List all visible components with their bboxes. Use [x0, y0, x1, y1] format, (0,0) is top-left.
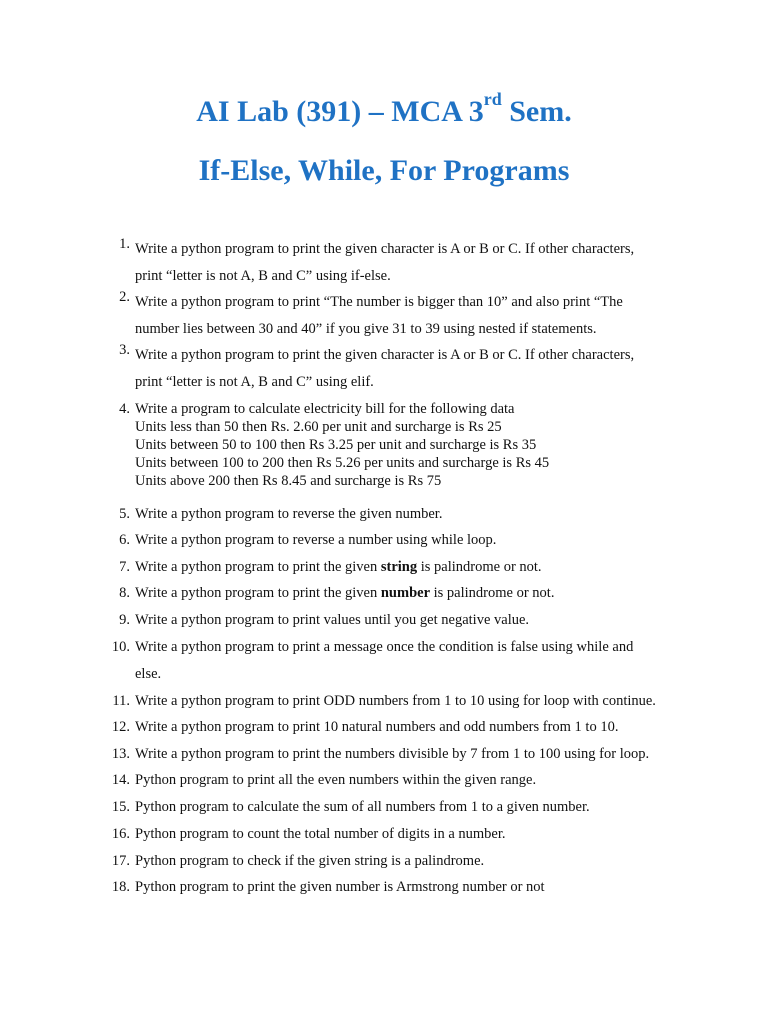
item-line: print “letter is not A, B and C” using if-else.	[135, 267, 391, 284]
item-text	[135, 874, 695, 901]
item-number: 18.	[111, 879, 130, 895]
item-text-bold: number	[380, 585, 431, 601]
title-superscript: rd	[483, 89, 502, 109]
item-text	[135, 501, 695, 528]
item-line: Write a python program to reverse the given number.	[135, 506, 443, 522]
item-text	[135, 741, 695, 768]
item-number: 9.	[119, 612, 130, 628]
item-line: Write a python program to print 10 natural numbers and odd numbers from 1 to 10.	[135, 719, 619, 735]
item-text-pre: Write a python program to print the given	[135, 559, 381, 575]
item-line	[135, 580, 695, 607]
item-text-post: is palindrome or not.	[430, 585, 555, 601]
item-line: Python program to count the total number of digits in a number.	[135, 826, 506, 842]
page-subtitle: If-Else, While, For Programs	[198, 154, 570, 187]
item-text	[135, 848, 695, 875]
title-prefix: AI Lab (391) – MCA 3	[196, 95, 484, 128]
item-text-bold: string	[380, 559, 418, 575]
item-text	[135, 554, 695, 581]
item-text	[135, 527, 695, 554]
item-line: Python program to check if the given string is a palindrome.	[135, 853, 485, 869]
item-line: Python program to print all the even numbers within the given range.	[135, 772, 537, 788]
item-line: number lies between 30 and 40” if you give 31 to 39 using nested if statements.	[135, 320, 597, 337]
item-number: 17.	[111, 853, 130, 869]
item-line: Write a python program to print ODD numbers from 1 to 10 using for loop with continue.	[135, 693, 656, 709]
item-number: 4.	[119, 401, 130, 417]
item-number: 7.	[119, 559, 130, 575]
title-suffix: Sem.	[501, 95, 572, 128]
item-line: Write a python program to print the given character is A or B or C. If other characters,	[135, 347, 635, 363]
item-text	[135, 342, 695, 395]
item-line: Units between 100 to 200 then Rs 5.26 per units and surcharge is Rs 45	[135, 455, 550, 471]
item-line: Write a python program to print values until you get negative value.	[135, 612, 530, 628]
item-number: 5.	[119, 506, 130, 522]
item-line: Write a python program to print the given character is A or B or C. If other characters,	[135, 241, 635, 257]
item-number: 14.	[111, 772, 130, 788]
item-number: 15.	[111, 799, 130, 815]
item-text	[135, 289, 695, 342]
item-line: Write a python program to reverse a number using while loop.	[135, 532, 497, 548]
item-line: Units above 200 then Rs 8.45 and surcharge is Rs 75	[135, 473, 442, 489]
page-title	[0, 89, 768, 130]
item-number: 6.	[119, 532, 130, 548]
item-line: print “letter is not A, B and C” using elif.	[135, 373, 374, 390]
item-text	[135, 714, 695, 741]
item-line	[135, 554, 695, 581]
item-text	[135, 688, 695, 715]
item-text	[135, 400, 695, 490]
item-line: Write a python program to print the numbers divisible by 7 from 1 to 100 using for loop.	[135, 746, 650, 762]
item-number: 11.	[112, 693, 130, 709]
item-number: 8.	[119, 585, 130, 601]
item-text	[135, 607, 695, 634]
item-text	[135, 634, 695, 687]
item-text	[135, 580, 695, 607]
item-text-pre: Write a python program to print the given	[135, 585, 381, 601]
item-text	[135, 794, 695, 821]
item-number: 2.	[119, 289, 130, 305]
item-text-post: is palindrome or not.	[417, 559, 542, 575]
item-number: 3.	[119, 342, 130, 358]
item-number: 16.	[111, 826, 130, 842]
item-number: 12.	[111, 719, 130, 735]
item-line: Python program to print the given number is Armstrong number or not	[135, 879, 545, 895]
item-line: Write a program to calculate electricity bill for the following data	[135, 401, 515, 417]
item-line: Write a python program to print a message once the condition is false using while and	[135, 639, 634, 655]
item-line: Units less than 50 then Rs. 2.60 per unit and surcharge is Rs 25	[135, 419, 502, 435]
item-text	[135, 236, 695, 289]
item-text	[135, 821, 695, 848]
item-text	[135, 767, 695, 794]
item-line: Units between 50 to 100 then Rs 3.25 per unit and surcharge is Rs 35	[135, 437, 537, 453]
item-line: Python program to calculate the sum of all numbers from 1 to a given number.	[135, 799, 590, 815]
item-line: Write a python program to print “The number is bigger than 10” and also print “The	[135, 294, 623, 310]
item-line: else.	[135, 665, 162, 682]
item-number: 13.	[111, 746, 130, 762]
item-number: 1.	[119, 236, 130, 252]
item-number: 10.	[111, 639, 130, 655]
